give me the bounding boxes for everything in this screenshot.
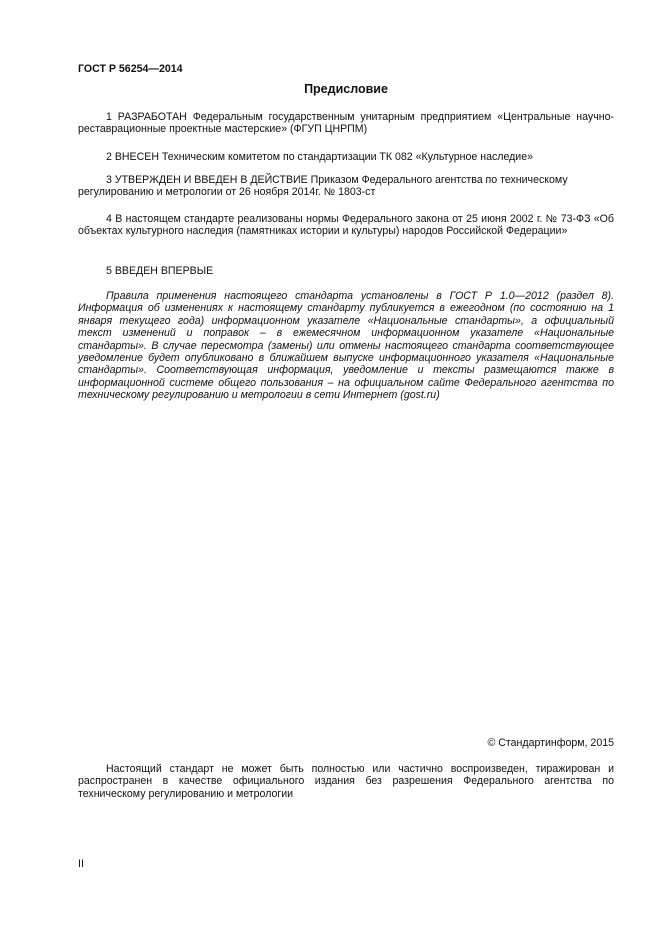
paragraph-first-introduced: 5 ВВЕДЕН ВПЕРВЫЕ xyxy=(106,265,214,277)
document-code: ГОСТ Р 56254—2014 xyxy=(78,63,183,75)
paragraph-developed: 1 РАЗРАБОТАН Федеральным государственным унитарным предприятием «Центральные научно-реставрационные проектные мастерские» (ФГУП ЦНРПМ) xyxy=(78,111,614,136)
copyright-line: © Стандартинформ, 2015 xyxy=(487,737,614,749)
page-title: Предисловие xyxy=(304,82,388,96)
page-number: II xyxy=(78,858,84,870)
paragraph-introduced: 2 ВНЕСЕН Техническим комитетом по стандартизации ТК 082 «Культурное наследие» xyxy=(106,151,534,163)
reproduction-notice: Настоящий стандарт не может быть полностью или частично воспроизведен, тиражирован и распространен в качестве официального издания без разрешения Федерального агентства по техническому регулированию и метрологии xyxy=(78,763,614,800)
paragraph-federal-law: 4 В настоящем стандарте реализованы нормы Федерального закона от 25 июня 2002 г. № 73-ФЗ «Об объектах культурного наследия (памятниках истории и культуры) народов Российской Федерации» xyxy=(78,213,614,238)
paragraph-approved: 3 УТВЕРЖДЕН И ВВЕДЕН В ДЕЙСТВИЕ Приказом Федерального агентства по техническому регулированию и метрологии от 26 ноября 2014г. № 1803-ст xyxy=(78,174,568,199)
paragraph-application-rules: Правила применения настоящего стандарта установлены в ГОСТ Р 1.0—2012 (раздел 8). Информация об изменениях к настоящему стандарту публикуется в ежегодном (по состоянию на 1 января текущего года) информационном указателе «Национальные стандарты», а официальный текст изменений и поправок – в ежемесячном информационном указателе «Национальные стандарты». В случае пересмотра (замены) или отмены настоящего стандарта соответствующее уведомление будет опубликовано в ближайшем выпуске информационного указателя «Национальные стандарты». Соответствующая информация, уведомление и тексты размещаются также в информационной системе общего пользования – на официальном сайте Федерального агентства по техническому регулированию и метрологии в сети Интернет (gost.ru) xyxy=(78,290,614,402)
